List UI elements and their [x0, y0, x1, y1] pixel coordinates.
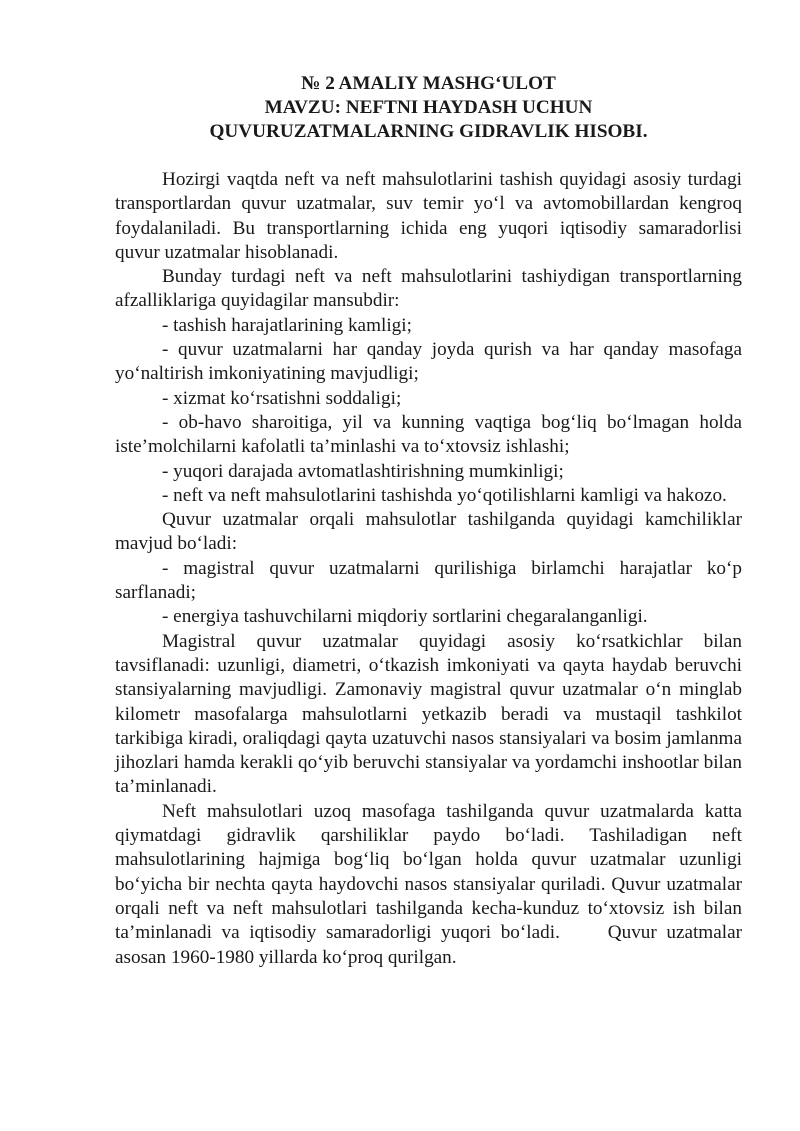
list-item-5: - yuqori darajada avtomatlashtirishning mumkinligi; [162, 460, 564, 482]
list-item-8: - energiya tashuvchilarni miqdoriy sortlarini chegaralanganligi. [162, 606, 648, 628]
title-line-2: MAVZU: NEFTNI HAYDASH UCHUN [264, 97, 593, 118]
list-item-1: - tashish harajatlarining kamligi; [162, 314, 412, 336]
list-item-2: - quvur uzatmalarni har qanday joyda qurish va har qanday masofaga yo‘naltirish imkoniyatining mavjudligi; [115, 339, 742, 385]
title-spacer [115, 144, 742, 168]
paragraph-2: Bunday turdagi neft va neft mahsulotlarini tashiydigan transportlarning afzalliklariga quyidagilar mansubdir: [115, 266, 742, 312]
document-body [115, 168, 747, 970]
paragraph-5: Neft mahsulotlari uzoq masofaga tashilganda quvur uzatmalarda katta qiymatdagi gidravlik qarshiliklar paydo bo‘ladi. Tashiladigan neft mahsulotlarining hajmiga bog‘liq bo‘lgan holda quvur uzatmalar uzunligi bo‘yicha bir nechta qayta haydovchi nasos stansiyalar quriladi. Quvur uzatmalar orqali neft va neft mahsulotlari tashilganda kecha-kunduz to‘xtovsiz ish bilan ta’minlanadi va iqtisodiy samaradorligi yuqori bo‘ladi. Quvur uzatmalar asosan 1960-1980 yillarda ko‘proq qurilgan. [115, 800, 747, 968]
list-item-7: - magistral quvur uzatmalarni qurilishiga birlamchi harajatlar ko‘p sarflanadi; [115, 557, 742, 604]
title-line-3: QUVURUZATMALARNING GIDRAVLIK HISOBI. [209, 121, 648, 142]
list-item-3: - xizmat ko‘rsatishni soddaligi; [162, 387, 402, 409]
document-title [115, 72, 742, 144]
paragraph-1: Hozirgi vaqtda neft va neft mahsulotlarini tashish quyidagi asosiy turdagi transportlardan quvur uzatmalar, suv temir yo‘l va avtomobillardan kengroq foydalaniladi. Bu transportlarning ichida eng yuqori iqtisodiy samaradorlisi quvur uzatmalar hisoblanadi. [115, 169, 742, 263]
document-page [115, 72, 747, 970]
list-item-6: - neft va neft mahsulotlarini tashishda yo‘qotilishlarni kamligi va hakozo. [162, 484, 727, 506]
paragraph-4: Magistral quvur uzatmalar quyidagi asosiy ko‘rsatkichlar bilan tavsiflanadi: uzunligi, diametri, o‘tkazish imkoniyati va qayta haydab beruvchi stansiyalarning mavjudligi. Zamonaviy magistral quvur uzatmalar o‘n minglab kilometr masofalarga mahsulotlarni yetkazib beradi va mustaqil tashkilot tarkibiga kiradi, oraliqdagi qayta uzatuvchi nasos stansiyalari va bosim jamlanma jihozlari hamda kerakli qo‘yib beruvchi stansiyalar va yordamchi inshootlar bilan ta’minlanadi. [115, 630, 742, 798]
paragraph-3: Quvur uzatmalar orqali mahsulotlar tashilganda quyidagi kamchiliklar mavjud bo‘ladi: [115, 509, 742, 555]
list-item-4: - ob-havo sharoitiga, yil va kunning vaqtiga bog‘liq bo‘lmagan holda iste’molchilarni kafolatli ta’minlashi va to‘xtovsiz ishlashi; [115, 411, 742, 458]
title-line-1: № 2 AMALIY MASHG‘ULOT [301, 73, 556, 94]
